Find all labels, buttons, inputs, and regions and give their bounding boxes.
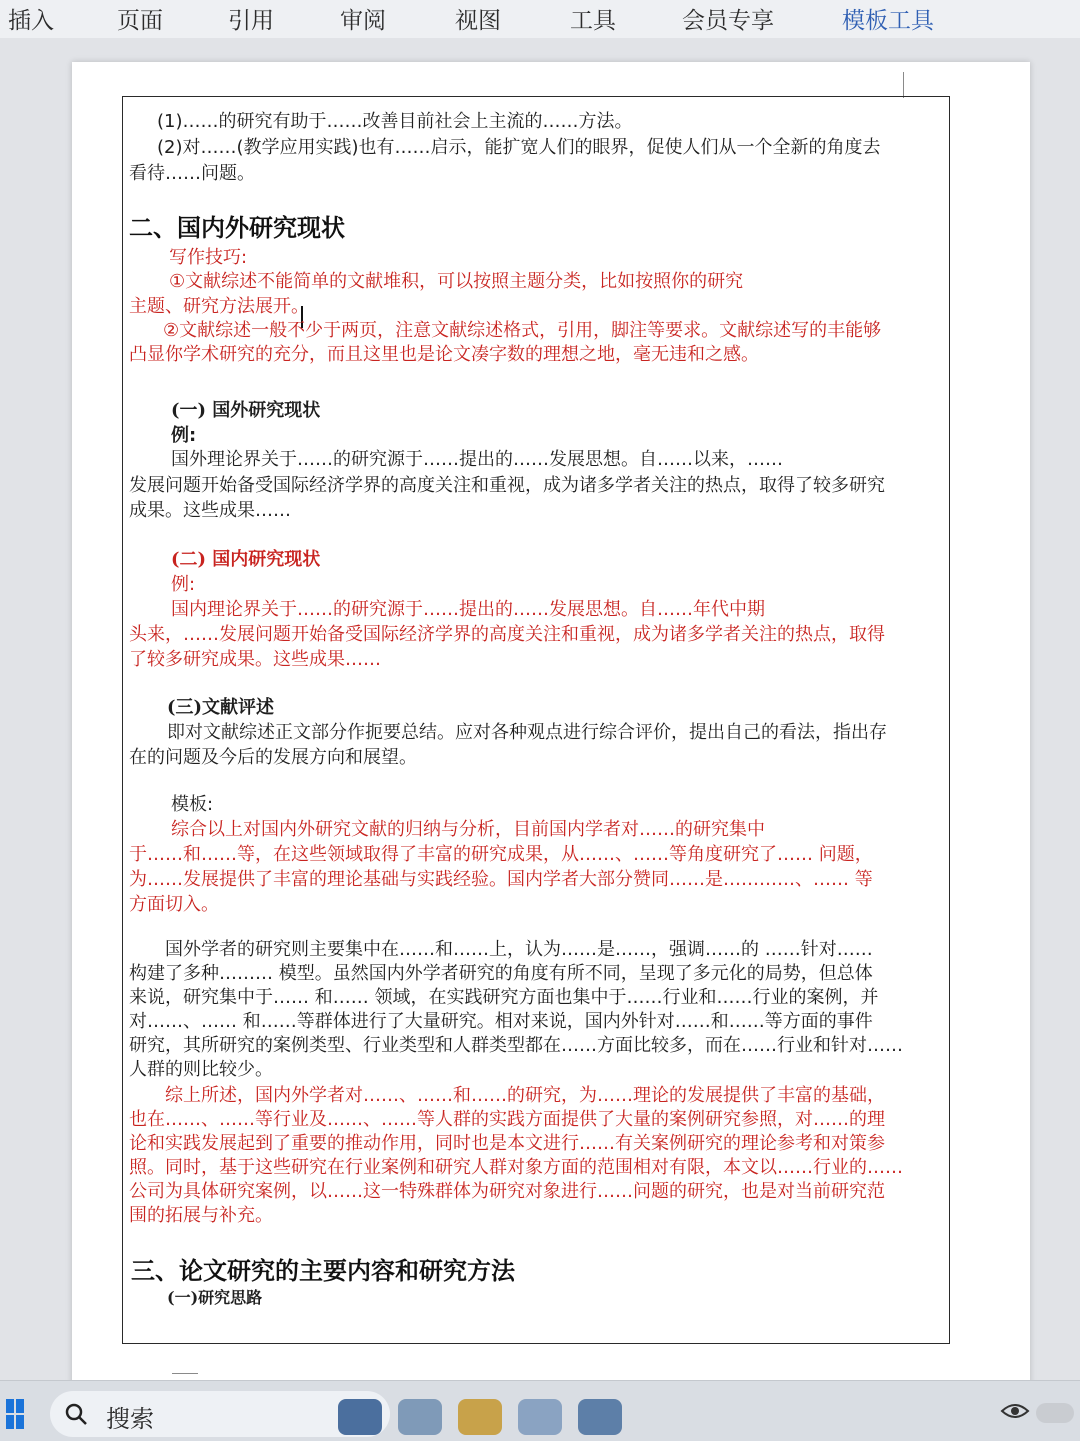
intro-line-3: 看待……问题。 xyxy=(129,163,255,184)
summary-line-5: 公司为具体研究案例，以……这一特殊群体为研究对象进行……问题的研究，也是对当前研究范 xyxy=(129,1181,885,1202)
ribbon-tabs xyxy=(0,0,1080,39)
taskbar-app[interactable] xyxy=(578,1399,622,1435)
review-para-line-2: 在的问题及今后的发展方向和展望。 xyxy=(129,747,417,768)
start-icon[interactable] xyxy=(6,1399,24,1429)
template-body-line-5: 研究，其所研究的案例类型、行业类型和人群类型都在……方面比较多，而在……行业和针对…… xyxy=(129,1035,903,1056)
foreign-para-line-2: 发展问题开始备受国际经济学界的高度关注和重视，成为诸多学者关注的热点，取得了较多研究 xyxy=(129,475,885,496)
section-heading-3: 三、论文研究的主要内容和研究方法 xyxy=(131,1256,515,1285)
template-body-line-3: 来说，研究集中于…… 和…… 领域，在实践研究方面也集中于……行业和……行业的案例，并 xyxy=(129,987,879,1008)
template-red-line-1: 综合以上对国内外研究文献的归纳与分析，目前国内学者对……的研究集中 xyxy=(171,819,765,840)
intro-line-1: (1)……的研究有助于……改善目前社会上主流的……方法。 xyxy=(157,111,633,132)
tip-2-line-1: ②文献综述一般不少于两页，注意文献综述格式，引用，脚注等要求。文献综述写的丰能够 xyxy=(163,320,882,341)
template-label: 模板: xyxy=(171,794,214,815)
foreign-para-line-3: 成果。这些成果…… xyxy=(129,500,291,521)
summary-line-2: 也在……、……等行业及……、……等人群的实践方面提供了大量的案例研究参照，对……的理 xyxy=(129,1109,885,1130)
intro-line-2: (2)对……(教学应用实践)也有……启示，能扩宽人们的眼界，促使人们从一个全新的角度去 xyxy=(157,137,881,158)
taskbar-app[interactable] xyxy=(398,1399,442,1435)
taskbar-app[interactable] xyxy=(518,1399,562,1435)
taskbar-app[interactable] xyxy=(338,1399,382,1435)
template-body-line-1: 国外学者的研究则主要集中在……和……上，认为……是……，强调……的 ……针对…… xyxy=(165,939,873,960)
search-icon xyxy=(64,1402,88,1426)
tab-view[interactable]: 视图 xyxy=(455,8,501,34)
tab-review[interactable]: 审阅 xyxy=(340,8,386,34)
writing-tips-label: 写作技巧: xyxy=(169,247,248,268)
summary-line-6: 围的拓展与补充。 xyxy=(129,1205,273,1226)
foreign-para-line-1: 国外理论界关于……的研究源于……提出的……发展思想。自……以来，…… xyxy=(171,449,783,470)
crop-mark xyxy=(879,72,904,98)
domestic-para-line-2: 头来，……发展问题开始备受国际经济学界的高度关注和重视，成为诸多学者关注的热点，取得 xyxy=(129,624,885,645)
template-red-line-4: 方面切入。 xyxy=(129,894,219,915)
tip-1-line-2: 主题、研究方法展开。 xyxy=(129,296,309,317)
taskbar-app[interactable] xyxy=(458,1399,502,1435)
document-canvas xyxy=(0,38,1080,1380)
tab-insert[interactable]: 插入 xyxy=(8,8,54,34)
tab-page[interactable]: 页面 xyxy=(117,8,163,34)
search-label: 搜索 xyxy=(106,1405,154,1433)
example-label: 例: xyxy=(171,574,196,595)
tip-2-line-2: 凸显你学术研究的充分，而且这里也是论文凑字数的理想之地，毫无违和之感。 xyxy=(129,344,759,365)
taskbar xyxy=(0,1380,1080,1441)
example-label: 例: xyxy=(171,425,197,446)
tab-member[interactable]: 会员专享 xyxy=(682,8,774,34)
summary-line-4: 照。同时，基于这些研究在行业案例和研究人群对象方面的范围相对有限，本文以……行业的…… xyxy=(129,1157,903,1178)
tab-references[interactable]: 引用 xyxy=(228,8,274,34)
template-body-line-6: 人群的则比较少。 xyxy=(129,1059,273,1080)
eye-icon[interactable] xyxy=(1000,1399,1030,1423)
tray-indicator[interactable] xyxy=(1036,1403,1074,1423)
review-para-line-1: 即对文献综述正文部分作扼要总结。应对各种观点进行综合评价，提出自己的看法，指出存 xyxy=(167,722,887,743)
summary-line-3: 论和实践发展起到了重要的推动作用，同时也是本文进行……有关案例研究的理论参考和对策参 xyxy=(129,1133,885,1154)
template-red-line-2: 于……和……等，在这些领域取得了丰富的研究成果，从……、……等角度研究了…… 问题， xyxy=(129,844,873,865)
template-body-line-2: 构建了多种……… 模型。虽然国内外学者研究的角度有所不同，呈现了多元化的局势，但总体 xyxy=(129,963,873,984)
subsection-foreign-title: (一) 国外研究现状 xyxy=(171,400,321,421)
document-page[interactable] xyxy=(72,62,1030,1392)
summary-line-1: 综上所述，国内外学者对……、……和……的研究，为……理论的发展提供了丰富的基础， xyxy=(165,1085,885,1106)
section-heading-2: 二、国内外研究现状 xyxy=(129,213,345,242)
subsection-approach-title: (一)研究思路 xyxy=(167,1288,263,1307)
domestic-para-line-3: 了较多研究成果。这些成果…… xyxy=(129,649,381,670)
subsection-review-title: (三)文献评述 xyxy=(167,697,275,718)
template-body-line-4: 对……、…… 和……等群体进行了大量研究。相对来说，国内外针对……和……等方面的事件 xyxy=(129,1011,873,1032)
tab-template-tools[interactable]: 模板工具 xyxy=(842,8,934,34)
text-frame xyxy=(122,96,950,1344)
template-red-line-3: 为……发展提供了丰富的理论基础与实践经验。国内学者大部分赞同……是…………、…… 等 xyxy=(129,869,873,890)
subsection-domestic-title: (二) 国内研究现状 xyxy=(171,549,321,570)
domestic-para-line-1: 国内理论界关于……的研究源于……提出的……发展思想。自……年代中期 xyxy=(171,599,765,620)
tip-1-line-1: ①文献综述不能简单的文献堆积，可以按照主题分类，比如按照你的研究 xyxy=(169,271,744,292)
tab-tools[interactable]: 工具 xyxy=(570,8,616,34)
